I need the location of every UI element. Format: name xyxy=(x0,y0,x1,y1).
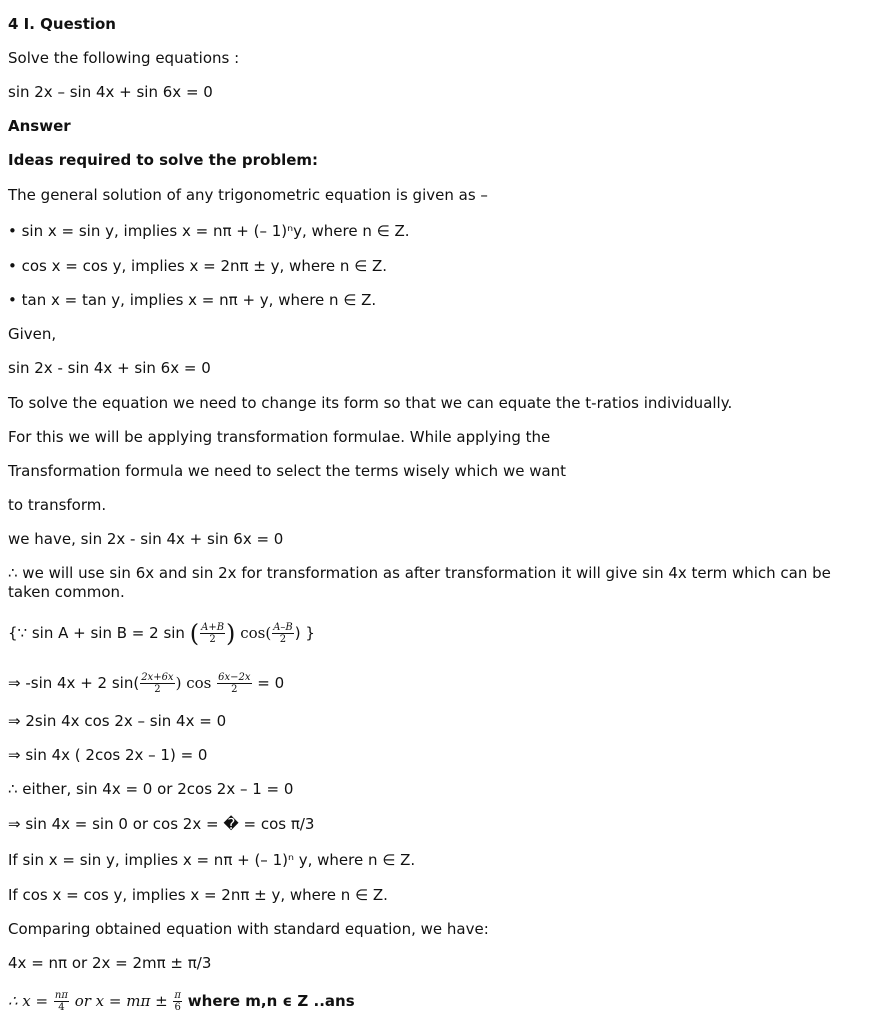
ideas-heading: Ideas required to solve the problem: xyxy=(8,151,319,169)
paragraph-1: To solve the equation we need to change its form so that we can equate the t-ratios individually. xyxy=(8,394,733,412)
sum-to-product-formula xyxy=(8,619,315,648)
bullet-sin: • sin x = sin y, implies x = nπ + (– 1)ⁿy, where n ∈ Z. xyxy=(8,222,410,240)
step-1 xyxy=(8,672,284,695)
fraction-6x-minus-2x: $\frac{6x-2x}{2}$ xyxy=(218,672,251,695)
cos-label: cos( xyxy=(240,624,272,642)
answer-heading: Answer xyxy=(8,117,71,135)
formula-prefix: {∵ sin A + sin B = 2 sin xyxy=(8,624,185,642)
paren-open: ( xyxy=(189,619,200,648)
given-equation: sin 2x - sin 4x + sin 6x = 0 xyxy=(8,359,211,377)
fraction-2x-plus-6x: $\frac{2x+6x}{2}$ xyxy=(141,672,174,695)
final-prefix: ∴ x = xyxy=(8,992,49,1010)
rule-sin: If sin x = sin y, implies x = nπ + (– 1)ⁿ y, where n ∈ Z. xyxy=(8,851,416,869)
final-answer xyxy=(8,990,355,1013)
bullet-cos: • cos x = cos y, implies x = 2nπ ± y, where n ∈ Z. xyxy=(8,257,388,275)
step-2: ⇒ 2sin 4x cos 2x – sin 4x = 0 xyxy=(8,712,227,730)
we-have-line: we have, sin 2x - sin 4x + sin 6x = 0 xyxy=(8,530,284,548)
equation-text: sin 2x – sin 4x + sin 6x = 0 xyxy=(8,83,213,101)
comparing-line: Comparing obtained equation with standard equation, we have: xyxy=(8,920,489,938)
final-middle: or x = mπ ± xyxy=(74,992,168,1010)
paren-close: ) xyxy=(226,619,236,648)
fraction-pi-over-6: $\frac{\pi}{6}$ xyxy=(174,990,181,1013)
therefore-paragraph: ∴ we will use sin 6x and sin 2x for transformation as after transformation it will give sin 4x term which can be taken common. xyxy=(8,564,831,601)
final-suffix: where m,n ϵ Z ..ans xyxy=(187,992,355,1010)
general-solution-intro: The general solution of any trigonometric equation is given as – xyxy=(8,186,488,204)
fraction-a-plus-b: $\frac{A+B}{2}$ xyxy=(201,622,225,645)
step1-cos-label: ) cos xyxy=(175,674,212,692)
formula-suffix: ) } xyxy=(294,624,315,642)
rule-cos: If cos x = cos y, implies x = 2nπ ± y, where n ∈ Z. xyxy=(8,886,388,904)
bullet-tan: • tan x = tan y, implies x = nπ + y, where n ∈ Z. xyxy=(8,291,377,309)
paragraph-4: to transform. xyxy=(8,496,107,514)
fraction-a-minus-b: $\frac{A-B}{2}$ xyxy=(273,622,293,645)
paragraph-3: Transformation formula we need to select the terms wisely which we want xyxy=(8,462,567,480)
fraction-n-pi-over-4: $\frac{n\pi}{4}$ xyxy=(54,990,68,1013)
prompt-text: Solve the following equations : xyxy=(8,49,240,67)
step-4: ∴ either, sin 4x = 0 or 2cos 2x – 1 = 0 xyxy=(8,780,294,798)
step-5: ⇒ sin 4x = sin 0 or cos 2x = � = cos π/3 xyxy=(8,815,315,833)
step1-prefix: ⇒ -sin 4x + 2 sin( xyxy=(8,674,140,692)
question-heading: 4 I. Question xyxy=(8,15,116,33)
step-3: ⇒ sin 4x ( 2cos 2x – 1) = 0 xyxy=(8,746,208,764)
paragraph-2: For this we will be applying transformation formulae. While applying the xyxy=(8,428,551,446)
step1-suffix: = 0 xyxy=(257,674,285,692)
result-line: 4x = nπ or 2x = 2mπ ± π/3 xyxy=(8,954,212,972)
given-label: Given, xyxy=(8,325,57,343)
